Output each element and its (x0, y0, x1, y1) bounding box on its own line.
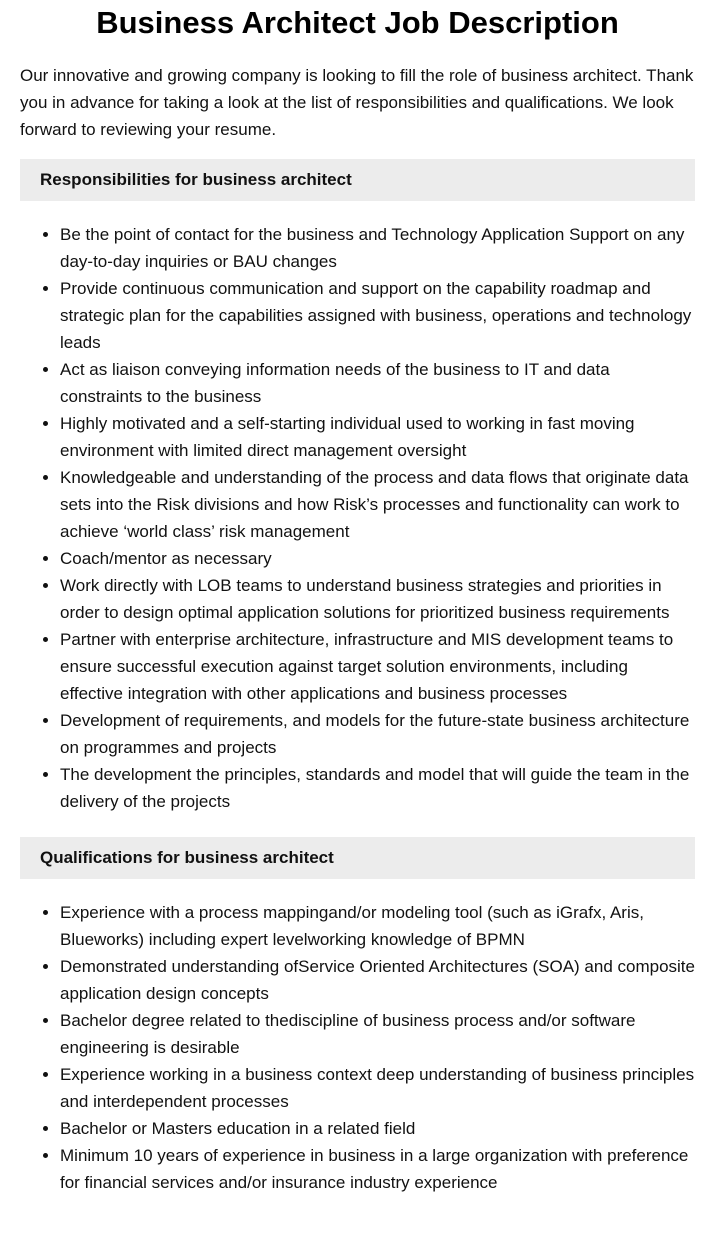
list-item: • Development of requirements, and models for the future-state business architecture on programmes and projects (60, 707, 695, 761)
list-item: • Bachelor or Masters education in a related field (60, 1115, 695, 1142)
list-item: • Work directly with LOB teams to understand business strategies and priorities in order to design optimal application solutions for prioritized business requirements (60, 572, 695, 626)
list-item: • Highly motivated and a self-starting individual used to working in fast moving environment with limited direct management oversight (60, 410, 695, 464)
list-item: • Be the point of contact for the business and Technology Application Support on any day-to-day inquiries or BAU changes (60, 221, 695, 275)
list-item: • Provide continuous communication and support on the capability roadmap and strategic plan for the capabilities assigned with business, operations and technology leads (60, 275, 695, 356)
intro-paragraph: Our innovative and growing company is looking to fill the role of business architect. Thank you in advance for taking a look at the list of responsibilities and qualifications. We look forward to reviewing your resume. (20, 66, 694, 139)
list-item: • Coach/mentor as necessary (60, 545, 695, 572)
qualifications-heading: Qualifications for business architect (20, 837, 695, 879)
responsibilities-list (20, 221, 695, 815)
list-item: • Bachelor degree related to thediscipline of business process and/or software engineering is desirable (60, 1007, 695, 1061)
list-item: • The development the principles, standards and model that will guide the team in the delivery of the projects (60, 761, 695, 815)
qualifications-list (20, 899, 695, 1196)
list-item: • Experience working in a business context deep understanding of business principles and interdependent processes (60, 1061, 695, 1115)
responsibilities-heading: Responsibilities for business architect (20, 159, 695, 201)
list-item: • Demonstrated understanding ofService Oriented Architectures (SOA) and composite application design concepts (60, 953, 695, 1007)
list-item: • Knowledgeable and understanding of the process and data flows that originate data sets into the Risk divisions and how Risk’s processes and functionality can work to achieve ‘world class’ risk management (60, 464, 695, 545)
list-item: • Act as liaison conveying information needs of the business to IT and data constraints to the business (60, 356, 695, 410)
list-item: • Partner with enterprise architecture, infrastructure and MIS development teams to ensure successful execution against target solution environments, including effective integration with other applications and business processes (60, 626, 695, 707)
page-title: Business Architect Job Description (96, 5, 619, 40)
list-item: • Experience with a process mappingand/or modeling tool (such as iGrafx, Aris, Blueworks) including expert levelworking knowledge of BPMN (60, 899, 695, 953)
list-item: • Minimum 10 years of experience in business in a large organization with preference for financial services and/or insurance industry experience (60, 1142, 695, 1196)
